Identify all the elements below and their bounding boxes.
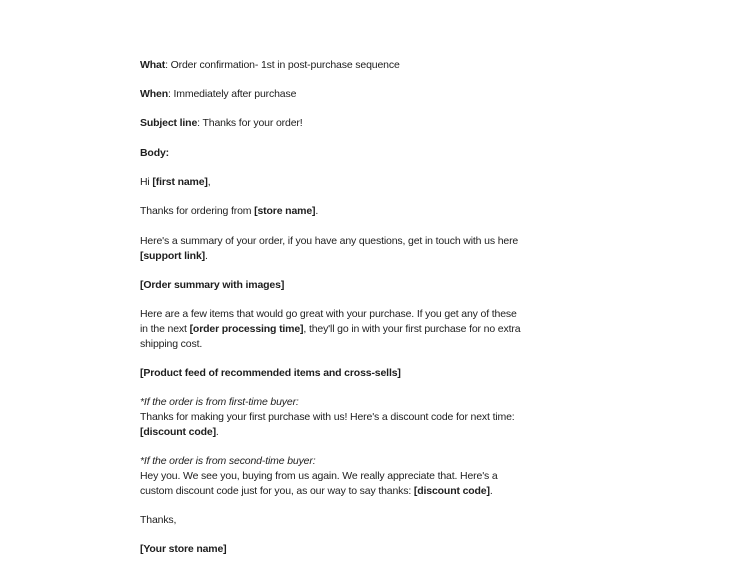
what-sep: :: [165, 59, 168, 71]
what-label: What: [140, 59, 166, 71]
subject-value: Thanks for your order!: [199, 117, 303, 129]
when-line: [140, 87, 540, 102]
store-signature: [140, 542, 540, 557]
summary-suffix: .: [204, 249, 208, 262]
product-feed-placeholder: [Product feed of recommended items and cross-sells]: [140, 367, 401, 379]
body-heading: [140, 146, 540, 161]
second-time-line-2: custom discount code just for you, as our way to say thanks:: [140, 484, 414, 497]
subject-sep: :: [197, 117, 200, 129]
first-name-placeholder: [first name]: [152, 176, 208, 188]
thanks-suffix: .: [315, 205, 319, 217]
recommend-line-2-suffix: , they'll go in with your first purchase for no extra: [303, 322, 521, 335]
custom-discount-code-placeholder: [discount code]: [413, 484, 490, 497]
store-name-placeholder: [store name]: [254, 205, 316, 217]
order-summary-block: [140, 278, 540, 293]
summary-paragraph: [140, 234, 540, 264]
subject-label: Subject line: [140, 117, 198, 129]
second-time-suffix: .: [489, 484, 493, 497]
store-signature-placeholder: [Your store name]: [140, 543, 227, 555]
second-time-condition: *If the order is from second-time buyer:: [140, 455, 316, 467]
first-time-suffix: .: [215, 425, 219, 438]
order-summary-placeholder: [Order summary with images]: [140, 279, 285, 291]
signoff-text: Thanks,: [140, 514, 177, 526]
recommend-paragraph: [140, 307, 540, 351]
greeting-suffix: ,: [207, 176, 211, 188]
what-value: Order confirmation- 1st in post-purchase sequence: [167, 59, 400, 71]
first-time-text: Thanks for making your first purchase with us! Here's a discount code for next time:: [140, 410, 515, 423]
second-time-buyer-section: [140, 454, 540, 498]
recommend-line-2-prefix: in the next: [140, 322, 190, 335]
what-line: [140, 58, 540, 73]
when-value: Immediately after purchase: [170, 88, 297, 100]
first-time-buyer-section: [140, 395, 540, 439]
product-feed-block: [140, 366, 540, 381]
second-time-line-1: Hey you. We see you, buying from us again. We really appreciate that. Here's a: [140, 469, 498, 482]
subject-line: [140, 116, 540, 131]
greeting-prefix: Hi: [140, 176, 153, 188]
discount-code-placeholder: [discount code]: [140, 425, 216, 438]
thanks-line: [140, 204, 540, 219]
recommend-line-1: Here are a few items that would go great with your purchase. If you get any of these: [140, 308, 517, 320]
recommend-line-3: shipping cost.: [140, 337, 203, 350]
support-link-placeholder: [support link]: [140, 249, 205, 262]
when-label: When: [140, 88, 168, 100]
thanks-prefix: Thanks for ordering from: [140, 205, 255, 217]
body-heading-text: Body:: [140, 147, 169, 159]
greeting-line: [140, 175, 540, 190]
when-sep: :: [167, 88, 171, 100]
summary-text: Here's a summary of your order, if you have any questions, get in touch with us here: [140, 235, 519, 247]
first-time-condition: *If the order is from first-time buyer:: [140, 396, 299, 408]
signoff-line: [140, 513, 540, 528]
order-processing-time-placeholder: [order processing time]: [189, 322, 304, 335]
